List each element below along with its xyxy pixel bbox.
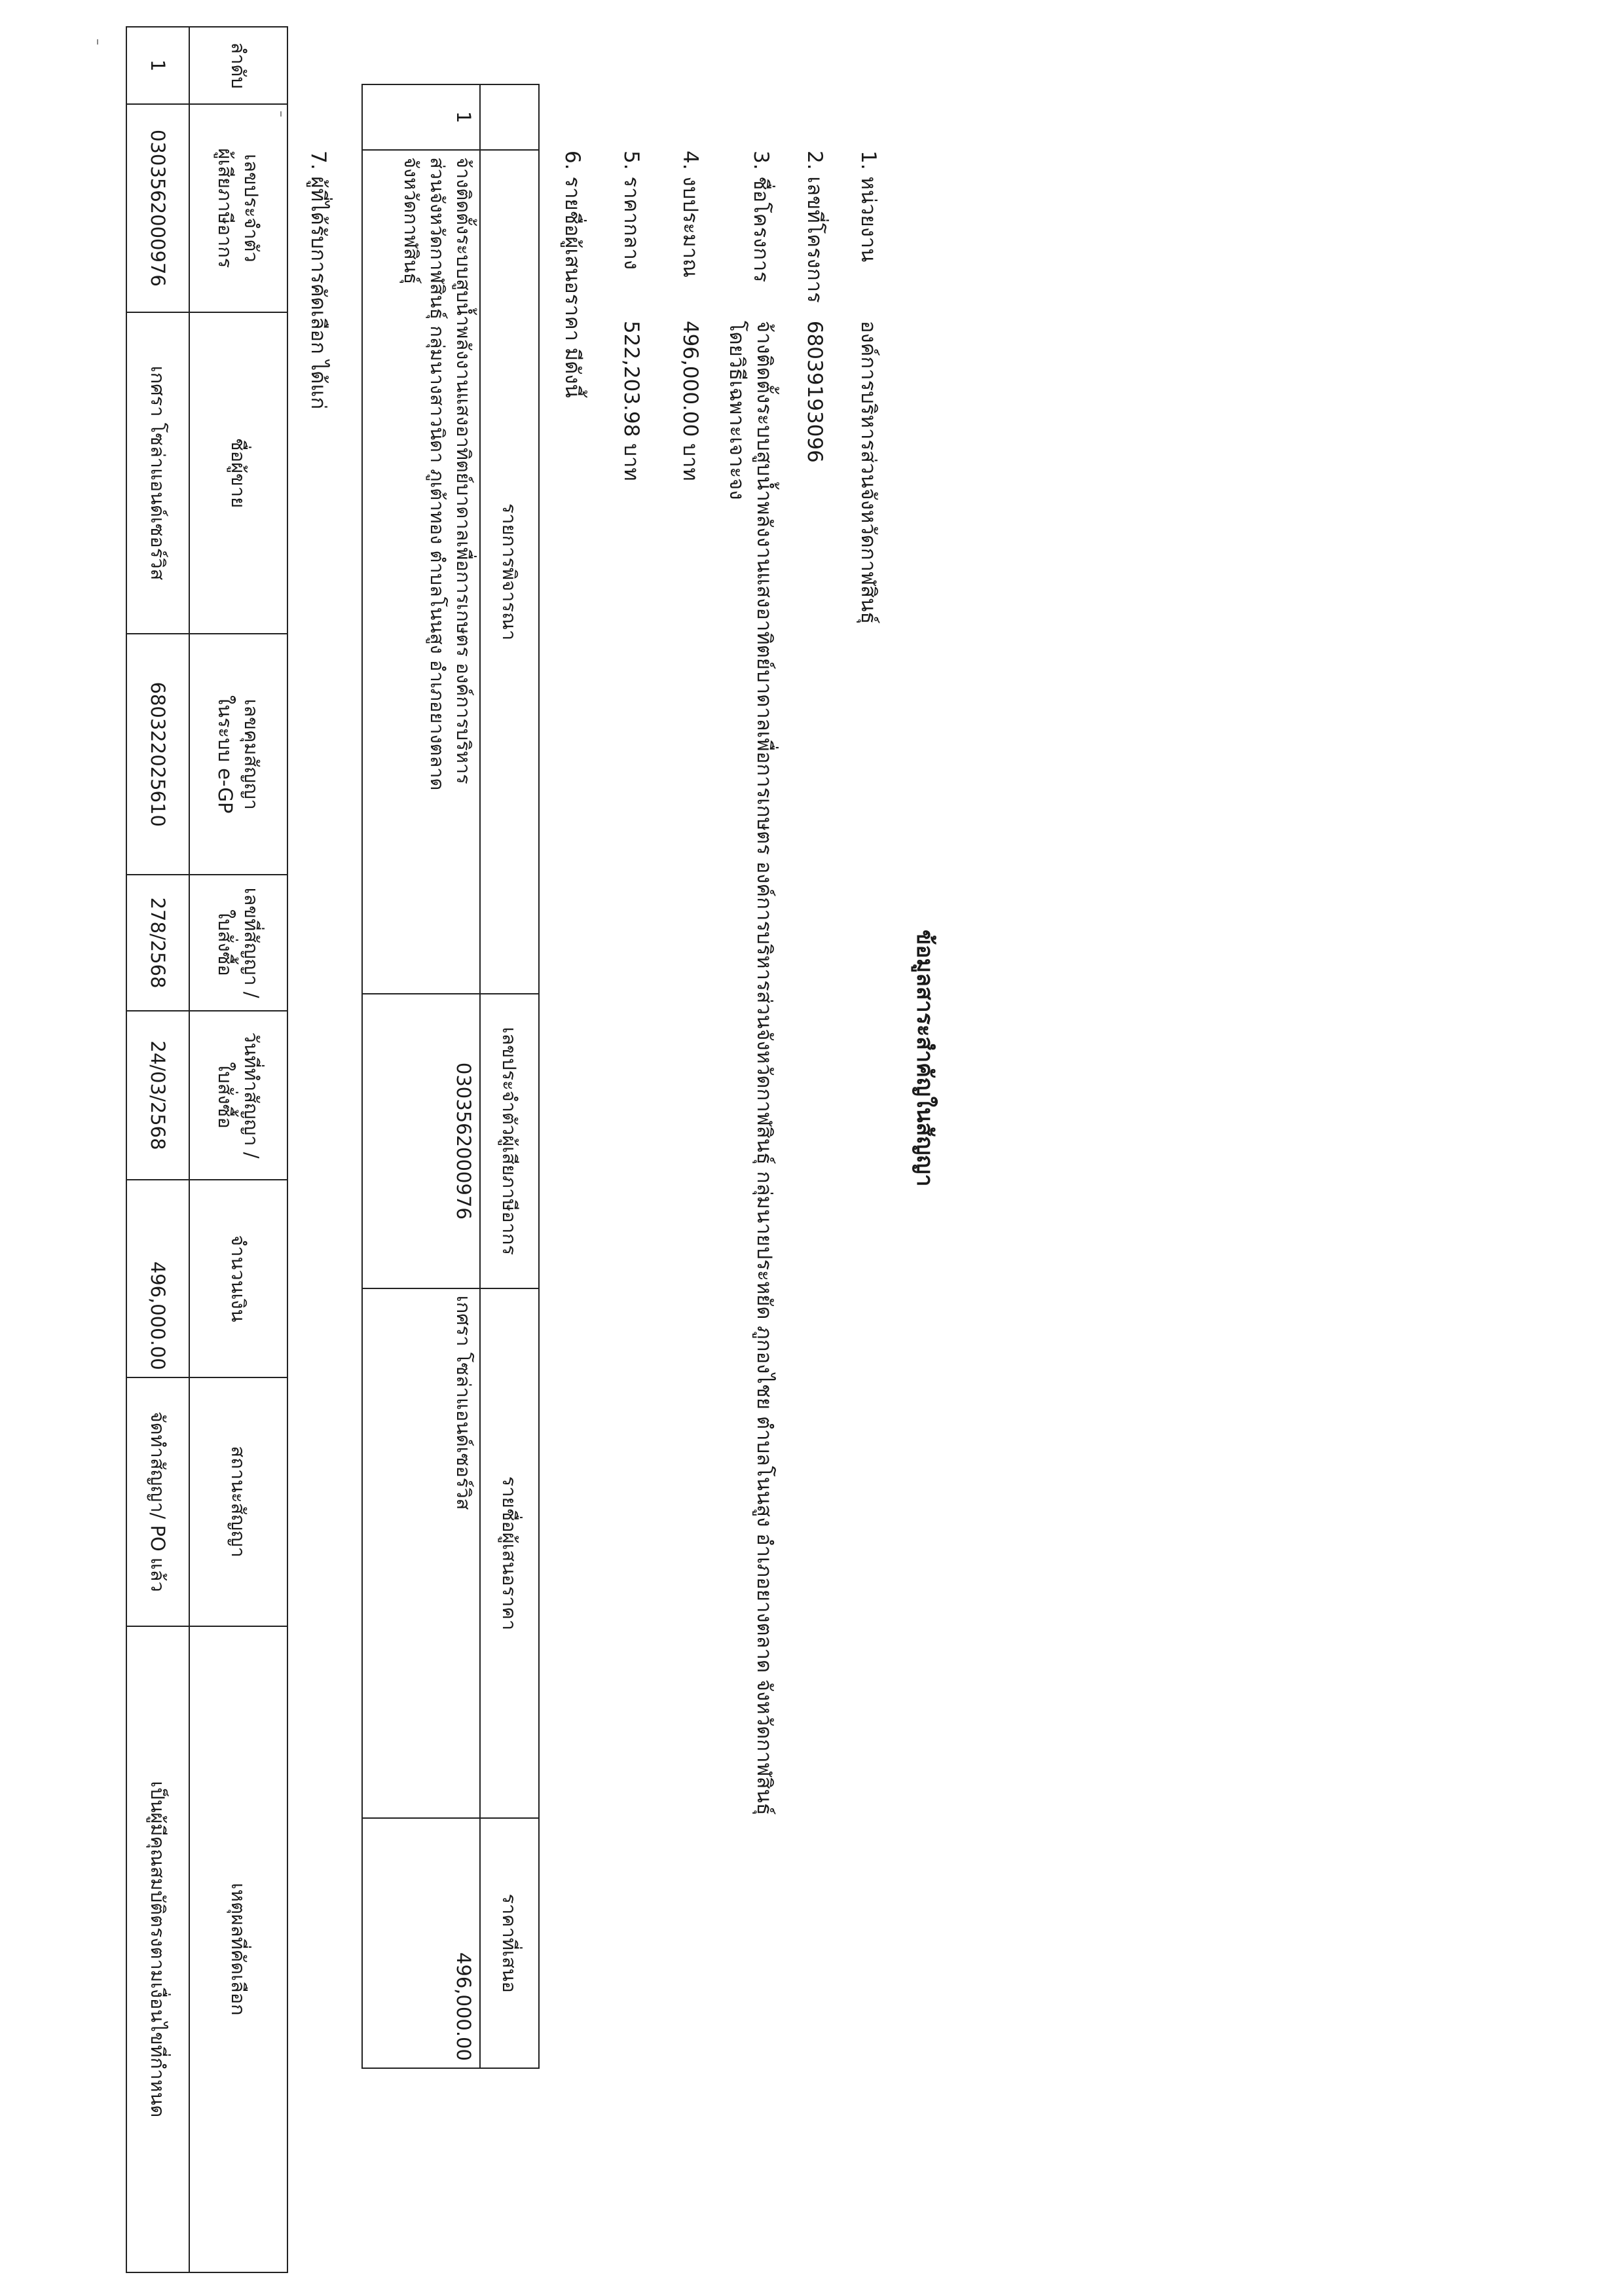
- winner-header-tax-id-line2: ผู้เสียภาษีอากร: [214, 148, 236, 268]
- scan-speck: [97, 39, 98, 45]
- winner-header-tax-id: [189, 104, 287, 312]
- winner-header-contract-no-line2: ใบสั่งซื้อ: [214, 909, 236, 976]
- winner-cell-tax-id: 0303562000976: [126, 104, 189, 312]
- winner-header-egp-line2: ในระบบ e-GP: [214, 695, 236, 814]
- field-median-price-value: 522,203.98 บาท: [619, 320, 643, 481]
- field-budget-value: 496,000.00 บาท: [678, 320, 702, 481]
- field-budget-label: 4. งบประมาณ: [678, 151, 702, 278]
- bidders-cell-bidder: เกศรา โซล่าแอนด์เซอร์วิส: [362, 1288, 480, 1818]
- field-median-price: [616, 151, 648, 481]
- winner-header-date-line1: วันที่ทำสัญญา /: [240, 1032, 263, 1159]
- bidders-table-header-row: [480, 84, 539, 2068]
- bidders-cell-no: 1: [362, 84, 480, 150]
- field-budget: [674, 151, 707, 481]
- field-project-name-line1: จ้างติดตั้งระบบสูบน้ำพลังงานแสงอาทิตย์บาดาลเพื่อการเกษตร องค์การบริหารส่วนจังหวัดกาฬสินธุ์ กลุ่มนายประหยัด ภูกองไชย ตำบลโนนสูง อำเภอยางตลาด จังหวัดกาฬสินธุ์: [752, 320, 776, 1815]
- bidders-table: [361, 84, 540, 2069]
- field-median-price-label: 5. ราคากลาง: [619, 151, 643, 270]
- bidders-cell-item-line1: จ้างติดตั้งระบบสูบน้ำพลังงานแสงอาทิตย์บาดาลเพื่อการเกษตร องค์การบริหาร: [452, 156, 475, 784]
- field-project-name-label: 3. ชื่อโครงการ: [749, 151, 773, 283]
- winner-header-amount: จำนวนเงิน: [189, 1180, 287, 1377]
- winner-header-date: [189, 1011, 287, 1180]
- winner-cell-status: จัดทำสัญญา/ PO แล้ว: [126, 1377, 189, 1626]
- winner-cell-amount: 496,000.00: [126, 1180, 189, 1377]
- winner-cell-egp: 680322025610: [126, 634, 189, 875]
- winner-header-egp: [189, 634, 287, 875]
- field-project-number-value: 68039193096: [803, 320, 826, 463]
- scan-speck: [280, 111, 282, 117]
- winner-header-reason: เหตุผลที่คัดเลือก: [189, 1626, 287, 2272]
- bidders-header-tax-id: เลขประจำตัวผู้เสียภาษีอากร: [480, 994, 539, 1288]
- table-row: [362, 84, 480, 2068]
- field-agency: [853, 151, 885, 624]
- field-project-number-label: 2. เลขที่โครงการ: [803, 151, 826, 303]
- winner-heading: 7. ผู้ที่ได้รับการคัดเลือก ได้แก่: [306, 151, 330, 410]
- winner-header-no: ลำดับ: [189, 27, 287, 104]
- winner-cell-contract-no: 278/2568: [126, 875, 189, 1011]
- document-title: ข้อมูลสาระสำคัญในสัญญา: [912, 930, 938, 1187]
- winner-cell-seller: เกศรา โซล่าแอนด์เซอร์วิส: [126, 312, 189, 634]
- bidders-header-item: รายการพิจารณา: [480, 150, 539, 994]
- winner-header-contract-no-line1: เลขที่สัญญา /: [240, 887, 263, 998]
- winner-header-contract-no: [189, 875, 287, 1011]
- winner-header-date-line2: ใบสั่งซื้อ: [214, 1062, 236, 1129]
- winner-table: [126, 26, 288, 2273]
- winner-header-tax-id-line1: เลขประจำตัว: [240, 154, 263, 263]
- bidders-cell-price: 496,000.00: [362, 1818, 480, 2068]
- winner-cell-date: 24/03/2568: [126, 1011, 189, 1180]
- winner-header-egp-line1: เลขคุมสัญญา: [240, 699, 263, 810]
- winner-table-header-row: [189, 27, 287, 2272]
- bidders-cell-tax-id: 0303562000976: [362, 994, 480, 1288]
- winner-header-seller: ชื่อผู้ขาย: [189, 312, 287, 634]
- field-agency-label: 1. หน่วยงาน: [857, 151, 880, 263]
- field-agency-value: องค์การบริหารส่วนจังหวัดกาฬสินธุ์: [857, 320, 880, 625]
- field-project-number: [799, 151, 832, 463]
- bidders-header-price: ราคาที่เสนอ: [480, 1818, 539, 2068]
- winner-cell-reason: เป็นผู้มีคุณสมบัติตรงตามเงื่อนไขที่กำหนด: [126, 1626, 189, 2272]
- winner-cell-no: 1: [126, 27, 189, 104]
- field-project-name: [723, 151, 778, 1815]
- bidders-cell-item: [362, 150, 480, 994]
- bidders-header-bidder: รายชื่อผู้เสนอราคา: [480, 1288, 539, 1818]
- bidders-heading: 6. รายชื่อผู้เสนอราคา มีดังนี้: [561, 151, 584, 398]
- bidders-cell-item-line3: จังหวัดกาฬสินธุ์: [400, 156, 422, 285]
- table-row: [126, 27, 189, 2272]
- field-project-name-line2: โดยวิธีเฉพาะเจาะจง: [725, 320, 748, 500]
- winner-header-status: สถานะสัญญา: [189, 1377, 287, 1626]
- bidders-cell-item-line2: ส่วนจังหวัดกาฬสินธุ์ กลุ่มนางสาวนิดา ภูเต้าทอง ตำบลโนนสูง อำเภอยางตลาด: [426, 156, 449, 791]
- bidders-header-no: [480, 84, 539, 150]
